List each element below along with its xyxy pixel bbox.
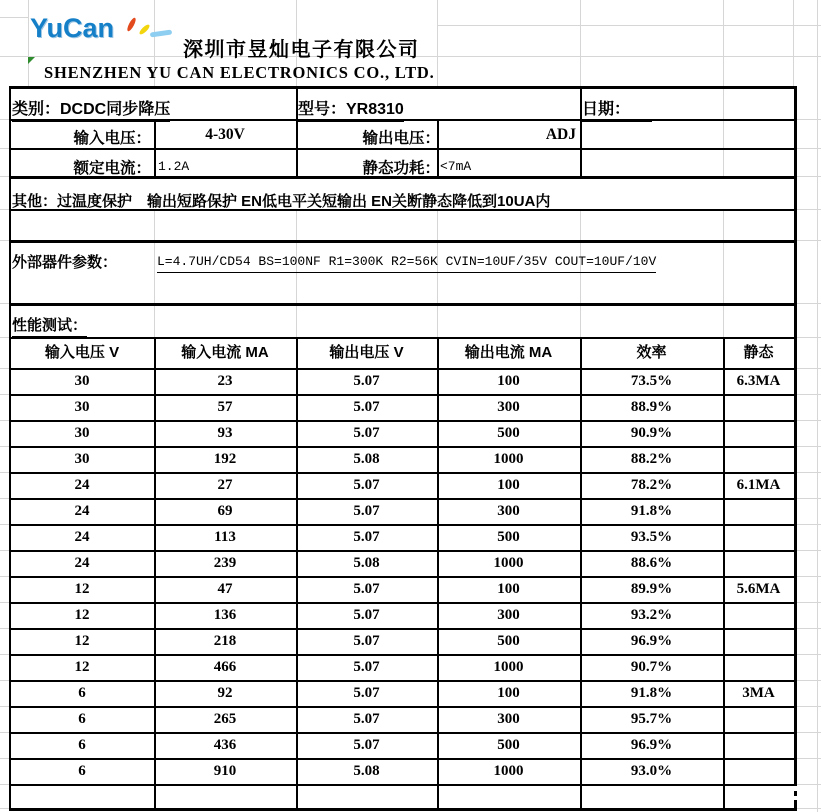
logo-red-stroke-icon <box>126 17 137 33</box>
table-cell: 6 <box>78 763 86 779</box>
grid-line <box>0 784 9 785</box>
table-cell: 93.5% <box>630 529 673 545</box>
table-cell: 5.07 <box>353 737 380 753</box>
company-name-en: SHENZHEN YU CAN ELECTRONICS CO., LTD. <box>44 63 435 82</box>
output-voltage-label: 输出电压： <box>362 130 440 147</box>
protection-features-text: 其他：过温度保护 输出短路保护 EN低电平关短输出 EN关断静态降低到10UA内 <box>12 193 551 210</box>
table-row <box>10 368 794 394</box>
table-row <box>10 524 794 550</box>
quiescent-power-label: 静态功耗： <box>362 160 440 177</box>
col-header-output-current: 输出电流 MA <box>464 344 553 361</box>
grid-line <box>797 446 821 447</box>
table-cell: 12 <box>74 633 90 649</box>
table-row <box>10 706 794 732</box>
table-cell: 5.07 <box>353 503 380 519</box>
rated-current-label: 额定电流： <box>73 160 151 177</box>
table-cell: 93 <box>217 425 233 441</box>
company-name-cn: 深圳市昱灿电子有限公司 <box>183 39 420 61</box>
performance-test-text: 性能测试： <box>12 314 87 337</box>
table-cell: 910 <box>213 763 237 779</box>
table-cell <box>723 550 794 576</box>
grid-line <box>797 680 821 681</box>
table-cell: 5.07 <box>353 711 380 727</box>
grid-line <box>0 446 9 447</box>
table-cell: 30 <box>74 399 90 415</box>
table-row <box>10 420 794 446</box>
table-cell: 24 <box>74 477 90 493</box>
rated-current-value: 1.2A <box>158 159 190 174</box>
date-text: 日期： <box>582 96 652 122</box>
input-voltage-value: 4-30V <box>205 126 245 143</box>
table-row <box>10 550 794 576</box>
grid-line <box>0 176 9 177</box>
table-cell: 6 <box>78 711 86 727</box>
grid-line <box>797 337 821 338</box>
table-cell: 24 <box>74 503 90 519</box>
grid-line <box>0 602 9 603</box>
table-cell: 300 <box>497 503 520 519</box>
table-row <box>10 394 794 420</box>
grid-line <box>0 119 9 120</box>
table-cell: 436 <box>213 737 237 753</box>
grid-line <box>0 498 9 499</box>
table-row <box>10 446 794 472</box>
grid-line <box>797 240 821 241</box>
grid-line <box>797 550 821 551</box>
table-cell: 95.7% <box>630 711 673 727</box>
table-cell: 30 <box>74 373 90 389</box>
grid-line <box>797 808 821 809</box>
table-cell: 6.1MA <box>736 477 781 493</box>
grid-line <box>0 17 28 18</box>
table-cell: 24 <box>74 529 90 545</box>
grid-line <box>0 240 9 241</box>
grid-line <box>0 680 9 681</box>
grid-line <box>28 0 29 86</box>
table-cell: 218 <box>213 633 237 649</box>
table-cell: 12 <box>74 659 90 675</box>
grid-line <box>0 654 9 655</box>
date-field <box>582 96 652 122</box>
table-cell: 5.07 <box>353 425 380 441</box>
table-cell: 1000 <box>493 659 524 675</box>
grid-line <box>797 394 821 395</box>
col-header-efficiency: 效率 <box>636 344 667 361</box>
table-cell: 100 <box>497 581 520 597</box>
model-text: 型号：YR8310 <box>298 96 404 122</box>
grid-line <box>0 758 9 759</box>
grid-line <box>437 0 438 86</box>
table-cell <box>723 732 794 758</box>
table-cell: 23 <box>217 373 233 389</box>
table-header-row <box>10 337 794 368</box>
table-cell: 1000 <box>493 555 524 571</box>
table-cell <box>723 524 794 550</box>
table-cell: 5.07 <box>353 477 380 493</box>
grid-line <box>0 628 9 629</box>
grid-line <box>154 209 155 337</box>
table-cell: 500 <box>497 737 520 753</box>
border-line <box>9 86 797 89</box>
table-row <box>10 576 794 602</box>
table-cell: 100 <box>497 373 520 389</box>
table-row <box>10 628 794 654</box>
table-cell <box>723 758 794 784</box>
table-cell: 90.7% <box>630 659 673 675</box>
grid-line <box>0 550 9 551</box>
grid-line <box>0 576 9 577</box>
table-cell: 100 <box>497 477 520 493</box>
grid-line <box>580 209 581 337</box>
grid-line <box>723 86 724 176</box>
table-cell: 24 <box>74 555 90 571</box>
table-cell: 93.2% <box>630 607 673 623</box>
grid-line <box>817 0 818 812</box>
table-cell <box>723 654 794 680</box>
table-cell: 5.07 <box>353 373 380 389</box>
grid-line <box>793 0 794 86</box>
model-field <box>298 96 404 122</box>
border-line <box>9 148 797 150</box>
table-cell: 1000 <box>493 451 524 467</box>
grid-line <box>0 337 9 338</box>
table-cell <box>723 602 794 628</box>
table-cell: 5.6MA <box>736 581 781 597</box>
grid-line <box>0 732 9 733</box>
grid-line <box>797 420 821 421</box>
table-cell <box>723 628 794 654</box>
table-cell: 300 <box>497 711 520 727</box>
output-voltage-value: ADJ <box>545 126 576 143</box>
table-cell: 30 <box>74 451 90 467</box>
table-cell: 5.08 <box>353 555 380 571</box>
table-cell: 89.9% <box>630 581 673 597</box>
table-cell: 47 <box>217 581 233 597</box>
grid-line <box>723 0 724 86</box>
table-cell: 5.07 <box>353 633 380 649</box>
table-cell: 30 <box>74 425 90 441</box>
table-cell: 466 <box>213 659 237 675</box>
table-cell: 78.2% <box>630 477 673 493</box>
grid-line <box>797 732 821 733</box>
col-header-output-voltage: 输出电压 V <box>329 344 404 361</box>
table-cell: 265 <box>213 711 237 727</box>
table-cell: 57 <box>217 399 233 415</box>
table-cell: 5.08 <box>353 763 380 779</box>
category-field <box>12 96 170 122</box>
table-cell: 12 <box>74 607 90 623</box>
grid-line <box>797 758 821 759</box>
table-cell: 92 <box>217 685 233 701</box>
input-voltage-label: 输入电压： <box>73 130 151 147</box>
table-cell: 239 <box>213 555 237 571</box>
yucan-logo: YuCan <box>30 13 115 43</box>
grid-line <box>797 576 821 577</box>
table-cell: 5.07 <box>353 685 380 701</box>
col-header-input-voltage: 输入电压 V <box>44 344 120 361</box>
table-cell: 1000 <box>493 763 524 779</box>
grid-line <box>0 394 9 395</box>
quiescent-power-value: <7mA <box>440 159 472 174</box>
table-cell: 6 <box>78 685 86 701</box>
table-cell: 500 <box>497 529 520 545</box>
table-cell: 73.5% <box>630 373 673 389</box>
grid-line <box>797 628 821 629</box>
grid-line <box>797 498 821 499</box>
table-cell: 5.07 <box>353 581 380 597</box>
table-cell: 300 <box>497 607 520 623</box>
grid-line <box>797 368 821 369</box>
grid-line <box>797 472 821 473</box>
table-row <box>10 654 794 680</box>
grid-line <box>580 0 581 86</box>
table-cell: 69 <box>217 503 233 519</box>
table-cell: 96.9% <box>630 633 673 649</box>
page-break-notch <box>794 786 797 791</box>
table-cell: 91.8% <box>630 503 673 519</box>
grid-line <box>0 472 9 473</box>
table-cell: 12 <box>74 581 90 597</box>
grid-line <box>0 148 9 149</box>
grid-line <box>437 209 438 337</box>
table-cell <box>723 420 794 446</box>
border-line <box>9 784 797 786</box>
table-cell: 88.2% <box>630 451 673 467</box>
table-cell: 96.9% <box>630 737 673 753</box>
grid-line <box>0 209 9 210</box>
table-cell: 136 <box>213 607 237 623</box>
grid-line <box>797 706 821 707</box>
border-line <box>9 240 797 243</box>
table-cell: 91.8% <box>630 685 673 701</box>
grid-line <box>0 808 9 809</box>
table-cell: 5.07 <box>353 607 380 623</box>
cell-comment-marker <box>28 57 35 64</box>
table-cell: 192 <box>213 451 237 467</box>
external-components-label: 外部器件参数： <box>12 254 118 271</box>
table-cell: 113 <box>214 529 236 545</box>
external-components-text: L=4.7UH/CD54 BS=100NF R1=300K R2=56K CVIN=10UF/35V COUT=10UF/10V <box>157 254 656 273</box>
border-line <box>794 86 797 811</box>
table-cell: 500 <box>497 425 520 441</box>
table-cell: 27 <box>217 477 233 493</box>
table-cell: 6 <box>78 737 86 753</box>
category-text: 类别：DCDC同步降压 <box>12 96 170 122</box>
table-cell <box>723 446 794 472</box>
table-cell <box>723 706 794 732</box>
grid-line <box>797 176 821 177</box>
table-cell: 5.07 <box>353 659 380 675</box>
table-cell: 5.07 <box>353 529 380 545</box>
table-cell <box>723 498 794 524</box>
grid-line <box>0 524 9 525</box>
grid-line <box>797 209 821 210</box>
table-cell: 88.6% <box>630 555 673 571</box>
grid-line <box>437 25 821 26</box>
table-row <box>10 498 794 524</box>
border-line <box>9 808 797 811</box>
table-cell: 90.9% <box>630 425 673 441</box>
table-row <box>10 680 794 706</box>
grid-line <box>0 706 9 707</box>
table-cell: 93.0% <box>630 763 673 779</box>
table-row <box>10 602 794 628</box>
table-cell: 6.3MA <box>736 373 781 389</box>
grid-line <box>0 303 9 304</box>
grid-line <box>0 420 9 421</box>
grid-line <box>797 654 821 655</box>
table-cell: 100 <box>497 685 520 701</box>
grid-line <box>0 368 9 369</box>
col-header-input-current: 输入电流 MA <box>181 344 269 361</box>
table-cell: 5.08 <box>353 451 380 467</box>
border-line <box>9 303 797 306</box>
col-header-quiescent: 静态 <box>743 344 774 361</box>
grid-line <box>723 209 724 337</box>
table-row <box>10 732 794 758</box>
grid-line <box>797 784 821 785</box>
table-cell <box>723 394 794 420</box>
page-break-notch <box>794 796 797 800</box>
external-components-value <box>157 254 656 273</box>
grid-line <box>296 209 297 337</box>
table-cell: 3MA <box>742 685 775 701</box>
table-row <box>10 472 794 498</box>
grid-line <box>797 148 821 149</box>
table-cell: 300 <box>497 399 520 415</box>
grid-line <box>797 602 821 603</box>
table-cell: 5.07 <box>353 399 380 415</box>
grid-line <box>797 524 821 525</box>
table-cell: 500 <box>497 633 520 649</box>
grid-line <box>797 119 821 120</box>
table-row <box>10 758 794 784</box>
grid-line <box>797 303 821 304</box>
performance-test-label <box>12 314 87 337</box>
table-cell: 88.9% <box>630 399 673 415</box>
